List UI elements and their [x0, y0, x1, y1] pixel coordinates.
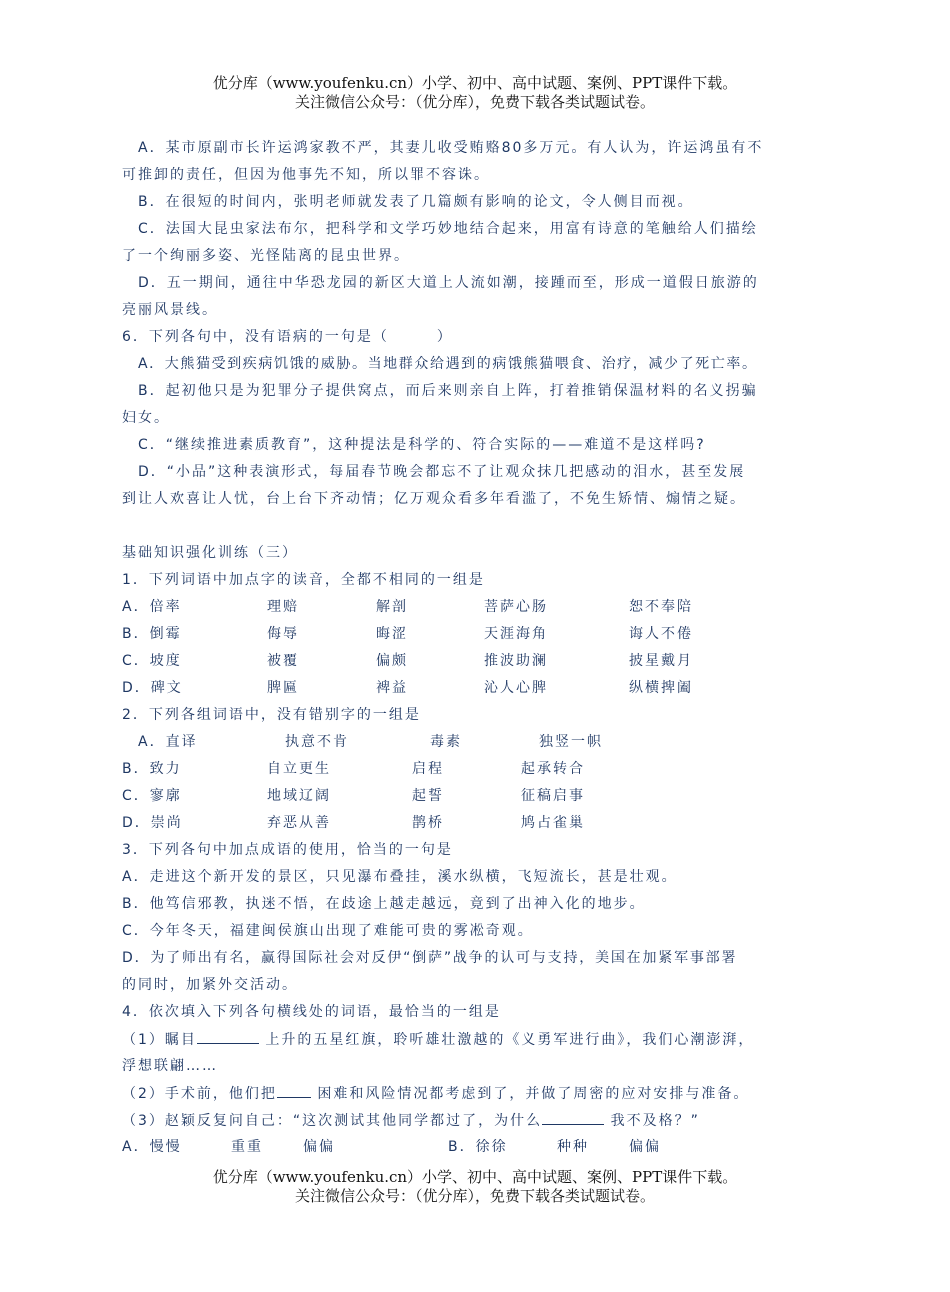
q5-option-b: B．在很短的时间内，张明老师就发表了几篇颇有影响的论文，令人侧目而视。: [138, 194, 694, 210]
s3q1-cell: 恕不奉陪: [629, 599, 693, 615]
s3q2-cell: 弃恶从善: [267, 815, 331, 831]
s3q1-cell: 菩萨心肠: [484, 599, 548, 615]
s3q4-option: 重重: [231, 1139, 263, 1155]
q5-option-d: D．五一期间，通往中华恐龙园的新区大道上人流如潮，接踵而至，形成一道假日旅游的: [138, 275, 759, 291]
s3q1-cell: 披星戴月: [629, 653, 693, 669]
s3q1-cell: 裨益: [376, 680, 408, 696]
q6-option-a: A．大熊猫受到疾病饥饿的威胁。当地群众给遇到的病饿熊猫喂食、治疗，减少了死亡率。: [138, 356, 758, 372]
s3q1-cell: 侮辱: [267, 626, 299, 642]
s3q2-cell: 起承转合: [521, 761, 585, 777]
s3q1-cell: B．倒霉: [122, 626, 182, 642]
s3q4-s2-pre: （2）手术前，他们把: [122, 1086, 277, 1102]
s3q1-cell: 被覆: [267, 653, 299, 669]
q5-option-a-cont: 可推卸的责任，但因为他事先不知，所以罪不容诛。: [122, 167, 490, 183]
s3q2-cell: 执意不肯: [285, 734, 349, 750]
s3q1-cell: 脾匾: [267, 680, 299, 696]
footer-line-2: 关注微信公众号：（优分库），免费下载各类试题试卷。: [294, 1187, 655, 1205]
section-title: 基础知识强化训练（三）: [122, 545, 298, 561]
s3q2-cell: 起誓: [412, 788, 444, 804]
s3q3-option-d: D．为了师出有名，赢得国际社会对反伊“倒萨”战争的认可与支持，美国在加紧军事部署: [122, 950, 738, 966]
footer-line-1: 优分库（www.youfenku.cn）小学、初中、高中试题、案例、PPT课件下载。: [212, 1168, 738, 1186]
s3q1-cell: 诲人不倦: [629, 626, 693, 642]
s3q1-cell: A．倍率: [122, 599, 182, 615]
header-line-2: 关注微信公众号：（优分库），免费下载各类试题试卷。: [294, 93, 655, 111]
s3q1-cell: 理赔: [267, 599, 299, 615]
s3q1-cell: D．碑文: [122, 680, 183, 696]
q5-option-d-cont: 亮丽风景线。: [122, 302, 218, 318]
s3q1-cell: 解剖: [376, 599, 408, 615]
q5-option-c-cont: 了一个绚丽多姿、光怪陆离的昆虫世界。: [122, 248, 410, 264]
s3q2-cell: 启程: [412, 761, 444, 777]
s3q2-cell: A．直译: [138, 734, 198, 750]
q6-option-b-cont: 妇女。: [122, 410, 170, 426]
q5-option-c: C．法国大昆虫家法布尔，把科学和文学巧妙地结合起来，用富有诗意的笔触给人们描绘: [138, 221, 758, 237]
header-line-1: 优分库（www.youfenku.cn）小学、初中、高中试题、案例、PPT课件下载。: [212, 74, 738, 92]
s3q2-cell: D．崇尚: [122, 815, 183, 831]
s3q4-sentence-3: [122, 1110, 700, 1130]
s3q4-option: 偏偏: [629, 1139, 661, 1155]
q6-option-d: D．“小品”这种表演形式，每届春节晚会都忘不了让观众抹几把感动的泪水，甚至发展: [138, 464, 746, 480]
s3q3-option-a: A．走进这个新开发的景区，只见瀑布叠挂，溪水纵横，飞短流长，甚是壮观。: [122, 869, 678, 885]
s3q1-stem: 1．下列词语中加点字的读音，全都不相同的一组是: [122, 572, 485, 588]
s3q4-option: B．徐徐: [448, 1139, 508, 1155]
s3q4-sentence-1-cont: 浮想联翩……: [122, 1058, 218, 1074]
s3q2-cell: 地域辽阔: [267, 788, 331, 804]
s3q2-cell: 自立更生: [267, 761, 331, 777]
s3q4-option: 种种: [557, 1139, 589, 1155]
s3q1-cell: 推波助澜: [484, 653, 548, 669]
s3q3-stem: 3．下列各句中加点成语的使用，恰当的一句是: [122, 842, 453, 858]
s3q4-s2-post: 困难和风险情况都考虑到了，并做了周密的应对安排与准备。: [317, 1086, 750, 1102]
s3q4-option: A．慢慢: [122, 1139, 182, 1155]
s3q2-cell: C．寥廓: [122, 788, 182, 804]
s3q2-cell: 毒素: [430, 734, 462, 750]
s3q2-cell: 征稿启事: [521, 788, 585, 804]
fill-blank-1: [197, 1029, 259, 1044]
q6-option-d-cont: 到让人欢喜让人忧，台上台下齐动情；亿万观众看多年看滥了，不免生矫情、煽情之疑。: [122, 491, 746, 507]
s3q2-cell: 鸠占雀巢: [521, 815, 585, 831]
fill-blank-3: [542, 1110, 604, 1125]
fill-blank-2: [277, 1083, 311, 1098]
q6-option-c: C．“继续推进素质教育”，这种提法是科学的、符合实际的——难道不是这样吗?: [138, 437, 706, 453]
s3q1-cell: 晦涩: [376, 626, 408, 642]
s3q2-cell: 独竖一帜: [539, 734, 603, 750]
s3q4-s1-post: 上升的五星红旗，聆听雄壮激越的《义勇军进行曲》，我们心潮澎湃，: [265, 1032, 755, 1048]
s3q1-cell: 偏颇: [376, 653, 408, 669]
q6-stem: 6．下列各句中，没有语病的一句是（ ）: [122, 329, 453, 345]
s3q2-cell: B．致力: [122, 761, 182, 777]
s3q3-option-b: B．他笃信邪教，执迷不悟，在歧途上越走越远，竟到了出神入化的地步。: [122, 896, 646, 912]
s3q1-cell: 纵横捭阖: [629, 680, 693, 696]
s3q4-s3-pre: （3）赵颖反复问自己：“这次测试其他同学都过了，为什么: [122, 1113, 543, 1129]
s3q1-cell: 天涯海角: [484, 626, 548, 642]
s3q4-sentence-2: [122, 1083, 749, 1103]
s3q4-s1-pre: （1）瞩目: [122, 1032, 197, 1048]
q5-option-a: A．某市原副市长许运鸿家教不严，其妻儿收受贿赂80多万元。有人认为，许运鸿虽有不: [138, 140, 764, 156]
s3q1-cell: 沁人心脾: [484, 680, 548, 696]
s3q4-s3-post: 我不及格？”: [610, 1113, 700, 1129]
s3q3-option-c: C．今年冬天，福建闽侯旗山出现了难能可贵的雾凇奇观。: [122, 923, 534, 939]
s3q4-sentence-1: [122, 1029, 754, 1049]
s3q2-cell: 鹊桥: [412, 815, 444, 831]
s3q4-stem: 4．依次填入下列各句横线处的词语，最恰当的一组是: [122, 1004, 501, 1020]
s3q3-option-d-cont: 的同时，加紧外交活动。: [122, 977, 298, 993]
s3q4-option: 偏偏: [303, 1139, 335, 1155]
s3q1-cell: C．坡度: [122, 653, 182, 669]
s3q2-stem: 2．下列各组词语中，没有错别字的一组是: [122, 707, 421, 723]
q6-option-b: B．起初他只是为犯罪分子提供窝点，而后来则亲自上阵，打着推销保温材料的名义拐骗: [138, 383, 758, 399]
